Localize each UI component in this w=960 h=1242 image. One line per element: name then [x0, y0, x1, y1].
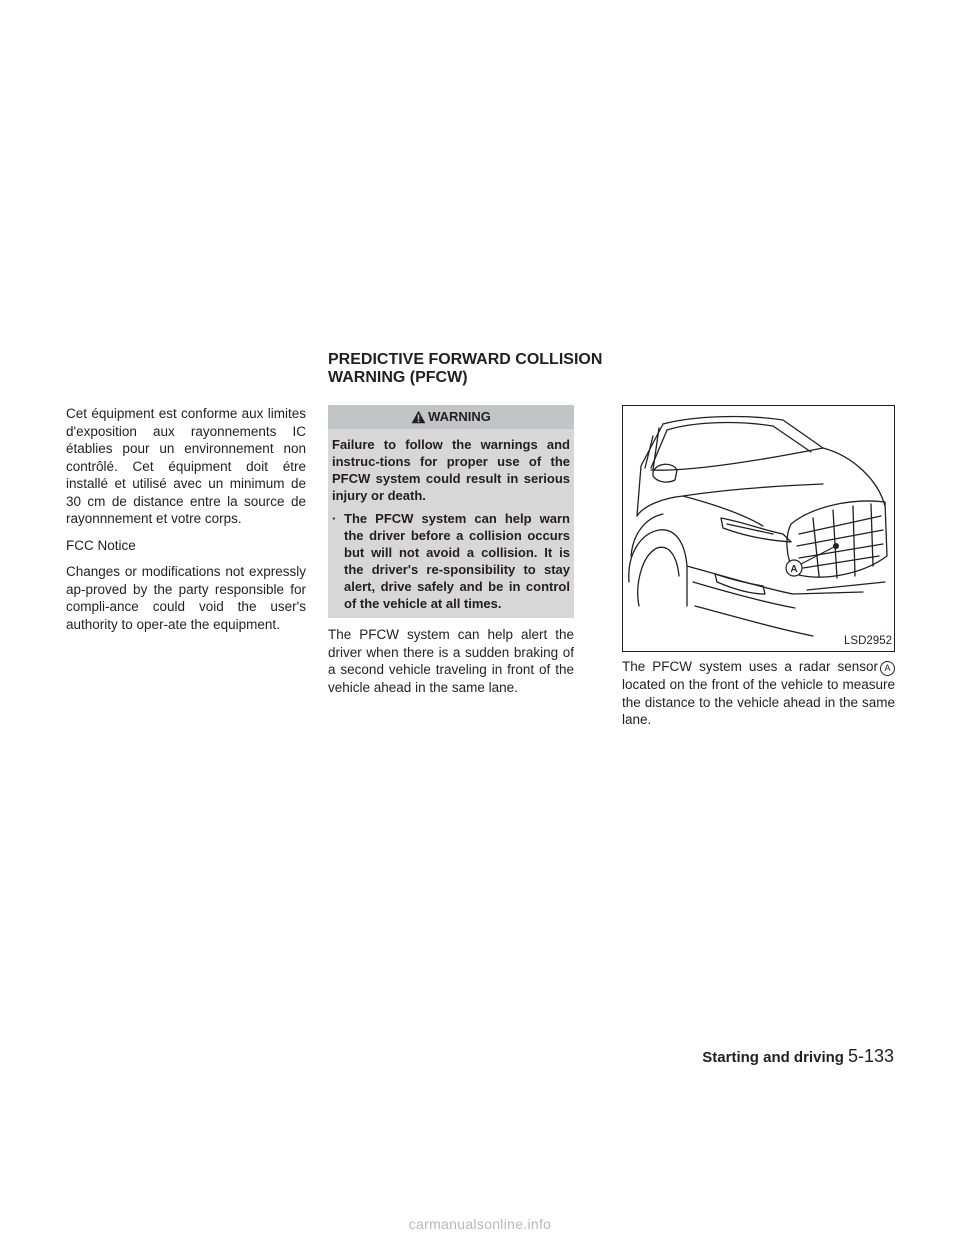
page-number: 5-133: [847, 1046, 894, 1066]
warning-bullet: [332, 510, 570, 612]
left-column: [66, 405, 306, 642]
warning-body: [328, 429, 574, 612]
vehicle-radar-figure: [622, 405, 895, 652]
bullet-dot-icon: ·: [332, 511, 337, 526]
warning-label: WARNING: [428, 409, 491, 424]
callout-a-icon: A: [880, 661, 895, 676]
watermark: carmanualsonline.info: [408, 1216, 552, 1232]
warning-triangle-icon: [411, 410, 426, 424]
ic-exposure-paragraph: Cet équipment est conforme aux limites d'exposition aux rayonnements IC établies pour un environnement non contrôlé. Cet équipment doit étre installé et utilisé avec un minimum de 30 cm de distance entre la source de rayonnnement et votre corps.: [66, 406, 306, 526]
middle-column: [328, 405, 574, 705]
warning-box: [328, 405, 574, 618]
warning-bullet-text: The PFCW system can help warn the driver before a collision occurs but will not avoid a collision. It is the driver's re-sponsibility to stay alert, drive safely and be in control of the vehicle at all times.: [344, 511, 570, 611]
warning-intro: Failure to follow the warnings and instruc-tions for proper use of the PFCW system could result in serious injury or death.: [332, 437, 570, 503]
warning-header: [328, 405, 574, 429]
vehicle-front-illustration: [623, 406, 894, 651]
pfcw-alert-paragraph: The PFCW system can help alert the driver when there is a sudden braking of a second vehicle traveling in front of the vehicle ahead in the same lane.: [328, 627, 574, 695]
footer-section-title: Starting and driving: [702, 1049, 844, 1066]
radar-sensor-paragraph: [622, 658, 895, 729]
page-footer: [702, 1046, 894, 1067]
fcc-notice-heading: FCC Notice: [66, 537, 136, 553]
figure-code: LSD2952: [844, 634, 892, 647]
fcc-changes-paragraph: Changes or modifications not expressly ap-proved by the party responsible for compli-ance could void the user's authority to oper-ate the equipment.: [66, 564, 306, 632]
figure-callout-label: A: [790, 564, 798, 575]
section-title: PREDICTIVE FORWARD COLLISION WARNING (PFCW): [328, 351, 603, 386]
radar-sensor-text-1: The PFCW system uses a radar sensor: [622, 659, 878, 674]
radar-sensor-text-2: located on the front of the vehicle to measure the distance to the vehicle ahead in the same lane.: [622, 677, 895, 727]
right-column: [622, 405, 895, 738]
